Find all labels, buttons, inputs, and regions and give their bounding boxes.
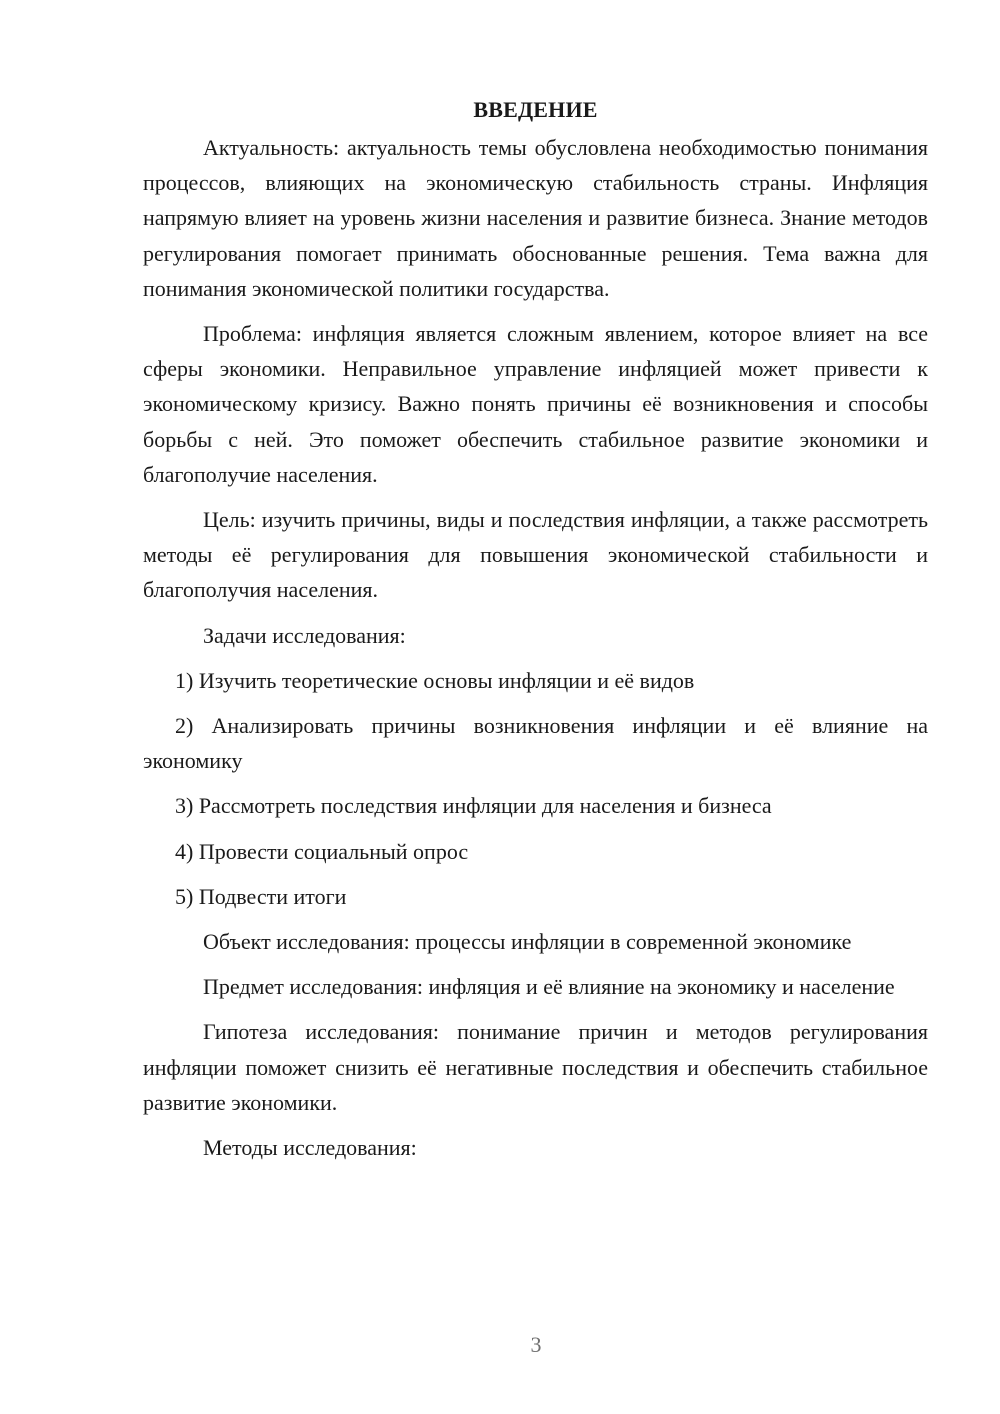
task-item-4: 4) Провести социальный опрос	[175, 838, 469, 864]
subject-paragraph: Предмет исследования: инфляция и её влияние на экономику и население	[203, 974, 895, 1000]
page-content	[143, 92, 928, 1175]
relevance-paragraph: Актуальность: актуальность темы обусловлена необходимостью понимания процессов, влияющих на экономическую стабильность страны. Инфляция напрямую влияет на уровень жизни населения и развитие бизнеса. Знание методов регулирования помогает принимать обоснованные решения. Тема важна для понимания экономической политики государства.	[143, 135, 928, 301]
problem-paragraph: Проблема: инфляция является сложным явлением, которое влияет на все сферы экономики. Неправильное управление инфляцией может привести к экономическому кризису. Важно понять причины её возникновения и способы борьбы с ней. Это поможет обеспечить стабильное развитие экономики и благополучие населения.	[143, 321, 928, 487]
page-number: 3	[530, 1332, 542, 1357]
section-heading: ВВЕДЕНИЕ	[473, 97, 598, 122]
task-item-3: 3) Рассмотреть последствия инфляции для населения и бизнеса	[175, 793, 772, 819]
task-item-2: 2) Анализировать причины возникновения инфляции и её влияние на экономику	[143, 713, 928, 774]
object-paragraph: Объект исследования: процессы инфляции в современной экономике	[203, 929, 852, 955]
tasks-title: Задачи исследования:	[203, 622, 406, 648]
task-item-1: 1) Изучить теоретические основы инфляции и её видов	[175, 667, 695, 693]
goal-paragraph: Цель: изучить причины, виды и последствия инфляции, а также рассмотреть методы её регулирования для повышения экономической стабильности и благополучия населения.	[143, 507, 928, 603]
task-item-5: 5) Подвести итоги	[175, 883, 347, 909]
hypothesis-paragraph: Гипотеза исследования: понимание причин и методов регулирования инфляции поможет снизить её негативные последствия и обеспечить стабильное развитие экономики.	[143, 1019, 928, 1115]
methods-title: Методы исследования:	[203, 1135, 417, 1161]
